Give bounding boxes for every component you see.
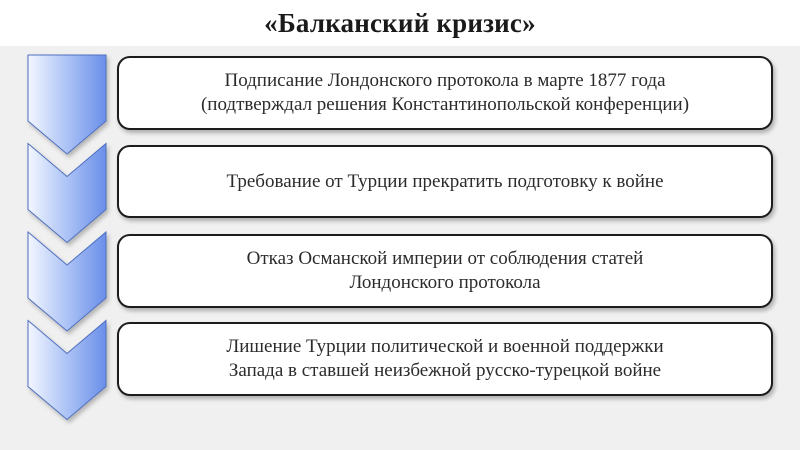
step-4-line-2: Запада в ставшей неизбежной русско-турецкой войне bbox=[228, 360, 662, 381]
step-3-line-2: Лондонского протокола bbox=[349, 272, 541, 293]
step-box-4 bbox=[117, 322, 773, 396]
step-box-3 bbox=[117, 234, 773, 308]
step-1-line-1: Подписание Лондонского протокола в марте 1877 года bbox=[224, 70, 666, 91]
step-box-1 bbox=[117, 56, 773, 130]
step-box-2 bbox=[117, 145, 773, 218]
title-band bbox=[0, 0, 800, 46]
step-3-line-1: Отказ Османской империи от соблюдения статей bbox=[246, 248, 644, 269]
step-1-line-2: (подтверждал решения Константинопольской конференции) bbox=[200, 94, 690, 115]
step-4-line-1: Лишение Турции политической и военной поддержки bbox=[226, 336, 664, 357]
slide-title: «Балканский кризис» bbox=[264, 7, 536, 38]
step-2-line-1: Требование от Турции прекратить подготовку к войне bbox=[226, 170, 664, 192]
